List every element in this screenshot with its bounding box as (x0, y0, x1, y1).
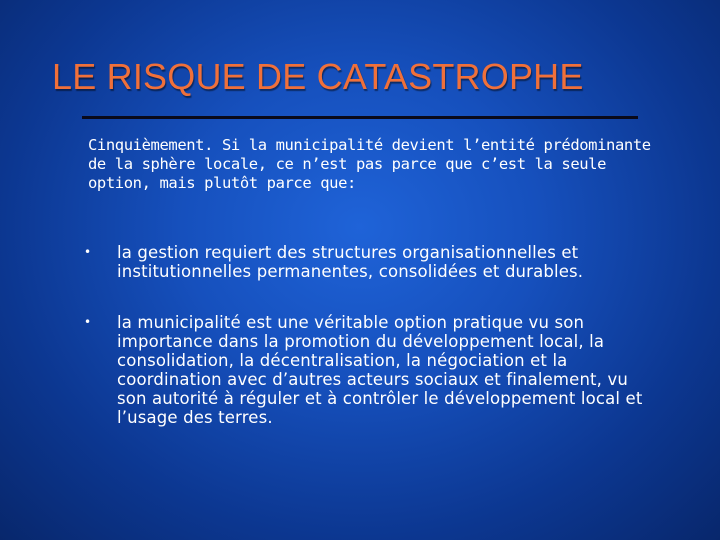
bullet-item (76, 243, 676, 281)
intro-text: Si la municipalité devient l’entité prédominante de la sphère locale, ce n’est pas parce que c’est la seule option, mais plutôt parce que: (88, 136, 651, 192)
title-divider (82, 116, 638, 119)
bullet-text: la gestion requiert des structures organisationnelles et institutionnelles permanentes, consolidées et durables. (117, 243, 584, 281)
bullet-icon: • (84, 315, 92, 329)
slide-title: LE RISQUE DE CATASTROPHE (52, 56, 584, 97)
bullet-text: la municipalité est une véritable option pratique vu son importance dans la promotion du développement local, la consolidation, la décentralisation, la négociation et la coordination avec d’autres acteurs sociaux et finalement, vu son autorité à réguler et à contrôler le développement local et l’usage des terres. (117, 313, 643, 427)
bullet-item (76, 313, 676, 427)
bullet-list (76, 243, 676, 459)
intro-lead: Cinquièmement. (88, 136, 214, 154)
intro-paragraph (88, 136, 668, 193)
bullet-icon: • (84, 245, 92, 259)
